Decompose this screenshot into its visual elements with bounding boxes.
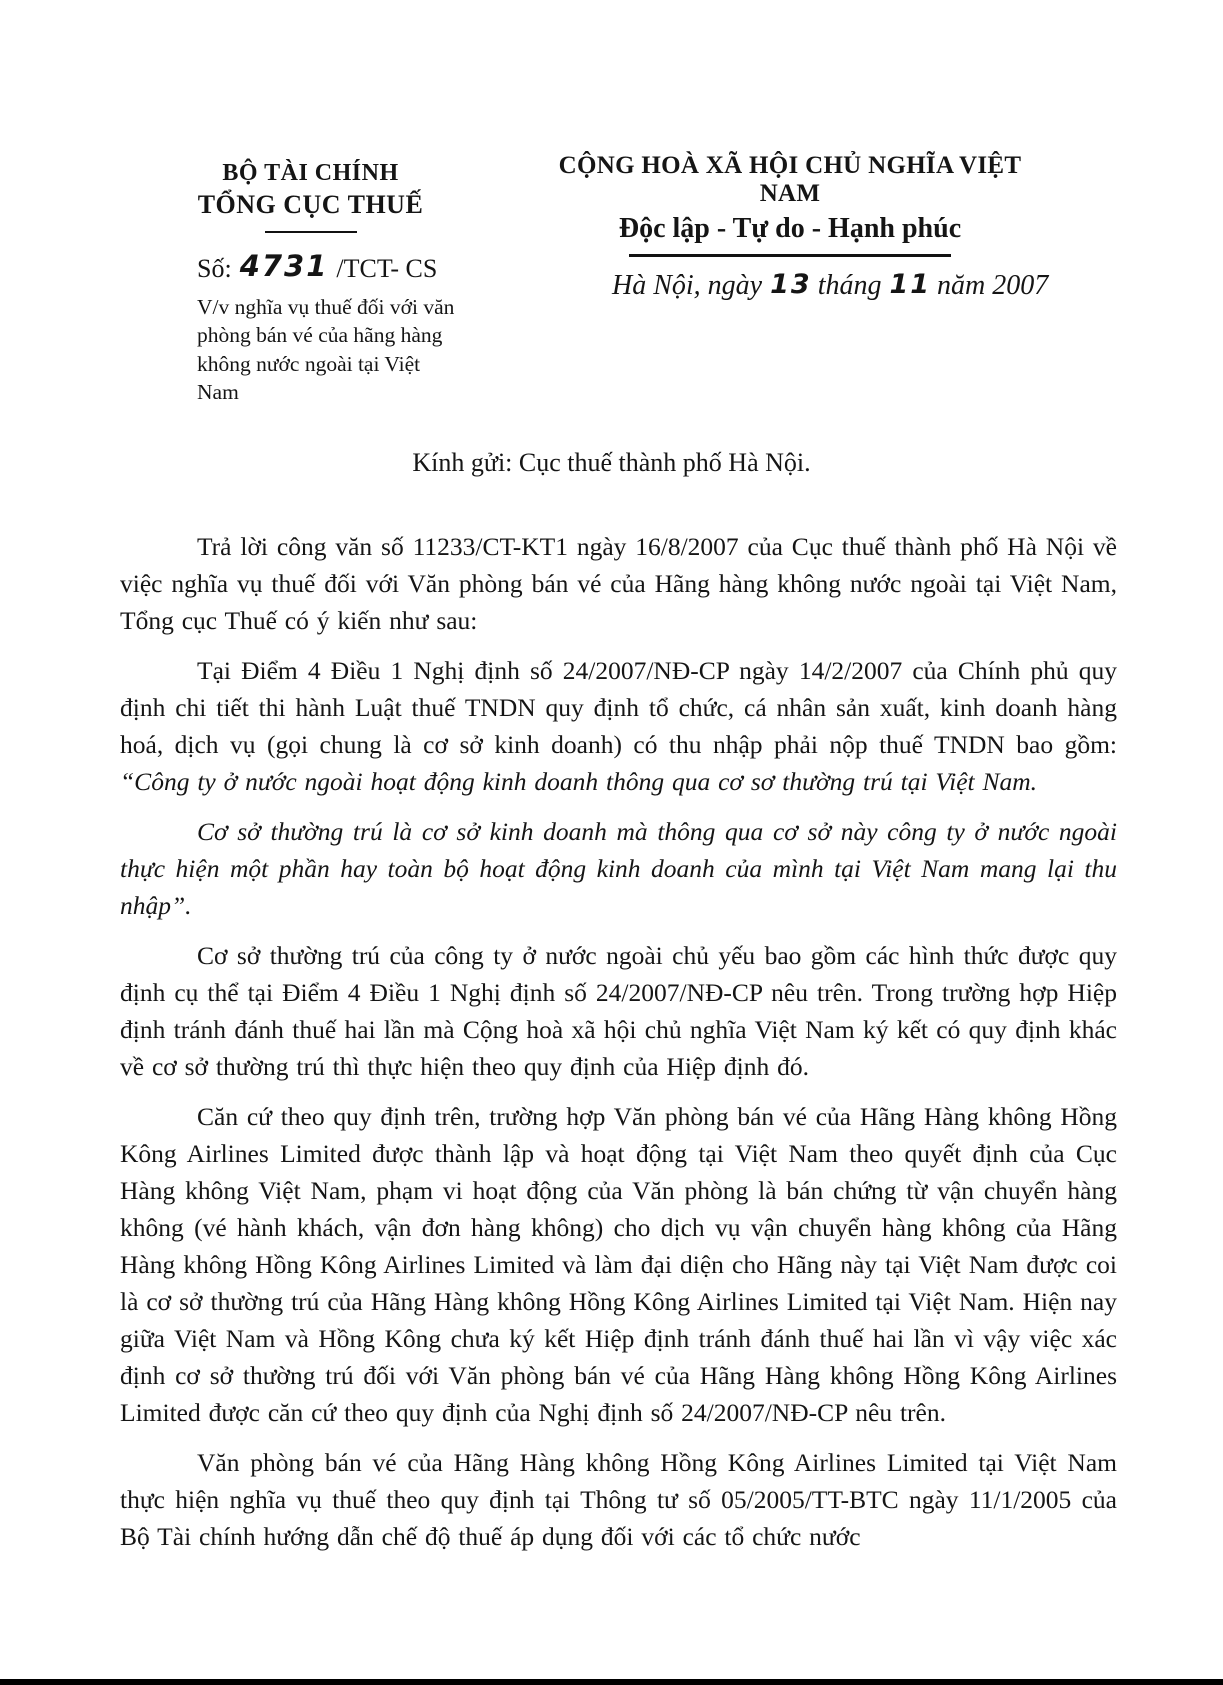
issuing-org-block bbox=[168, 160, 453, 407]
date-month-label: tháng bbox=[817, 270, 882, 301]
paragraph-1: Trả lời công văn số 11233/CT-KT1 ngày 16/8/2007 của Cục thuế thành phố Hà Nội về việc nghĩa vụ thuế đối với Văn phòng bán vé của Hãng hàng không nước ngoài tại Việt Nam, Tổng cục Thuế có ý kiến như sau: bbox=[120, 532, 1117, 635]
doc-number-handwritten: 4731 bbox=[239, 249, 329, 283]
paragraph-5: Căn cứ theo quy định trên, trường hợp Văn phòng bán vé của Hãng Hàng không Hồng Kông Airlines Limited được thành lập và hoạt động tại Việt Nam theo quyết định của Cục Hàng không Việt Nam, phạm vi hoạt động của Văn phòng là bán chứng từ vận chuyển hàng không (vé hành khách, vận đơn hàng không) cho dịch vụ vận chuyển hàng không của Hãng Hàng không Hồng Kông Airlines Limited và làm đại diện cho Hãng này tại Việt Nam được coi là cơ sở thường trú của Hãng Hàng không Hồng Kông Airlines Limited tại Việt Nam. Hiện nay giữa Việt Nam và Hồng Kông chưa ký kết Hiệp định tránh đánh thuế hai lần vì vậy việc xác định cơ sở thường trú đối với Văn phòng bán vé của Hãng Hàng không Hồng Kông Airlines Limited được căn cứ theo quy định của Nghị định số 24/2007/NĐ-CP nêu trên. bbox=[120, 1102, 1117, 1427]
date-suffix: năm 2007 bbox=[937, 270, 1049, 301]
handwritten-month: 11 bbox=[889, 269, 932, 300]
handwritten-day: 13 bbox=[770, 269, 812, 300]
document-subject: V/v nghĩa vụ thuế đối với văn phòng bán vé của hãng hàng không nước ngoài tại Việt Nam bbox=[197, 295, 455, 405]
national-header-block bbox=[540, 152, 1049, 302]
paragraph-4: Cơ sở thường trú của công ty ở nước ngoài chủ yếu bao gồm các hình thức được quy định cụ thể tại Điểm 4 Điều 1 Nghị định số 24/2007/NĐ-CP nêu trên. Trong trường hợp Hiệp định tránh đánh thuế hai lần mà Cộng hoà xã hội chủ nghĩa Việt Nam ký kết có quy định khác về cơ sở thường trú thì thực hiện theo quy định của Hiệp định đó. bbox=[120, 941, 1117, 1081]
doc-number-label: Số: bbox=[197, 254, 232, 283]
document-number-line bbox=[168, 250, 453, 284]
national-motto: Độc lập - Tự do - Hạnh phúc bbox=[618, 213, 962, 244]
bottom-scan-artifact bbox=[0, 1679, 1223, 1685]
paragraph-2 bbox=[120, 652, 1117, 800]
salutation: Kính gửi: Cục thuế thành phố Hà Nội. bbox=[412, 448, 811, 477]
paragraph-2-quote: “Công ty ở nước ngoài hoạt động kinh doanh thông qua cơ sơ thường trú tại Việt Nam. bbox=[120, 767, 1038, 796]
date-prefix: Hà Nội, ngày bbox=[612, 270, 763, 301]
doc-number-suffix: /TCT- CS bbox=[336, 254, 438, 283]
org-divider bbox=[265, 231, 357, 233]
paragraph-3: Cơ sở thường trú là cơ sở kinh doanh mà thông qua cơ sở này công ty ở nước ngoài thực hiện một phần hay toàn bộ hoạt động kinh doanh của mình tại Việt Nam mang lại thu nhập”. bbox=[120, 817, 1117, 920]
paragraph-2-normal: Tại Điểm 4 Điều 1 Nghị định số 24/2007/NĐ-CP ngày 14/2/2007 của Chính phủ quy định chi tiết thi hành Luật thuế TNDN quy định tổ chức, cá nhân sản xuất, kinh doanh hàng hoá, dịch vụ (gọi chung là cơ sở kinh doanh) có thu nhập phải nộp thuế TNDN bao gồm: bbox=[120, 656, 1117, 759]
republic-title: CỘNG HOÀ XÃ HỘI CHỦ NGHĨA VIỆT NAM bbox=[558, 152, 1022, 207]
place-date-line bbox=[540, 269, 1049, 302]
ministry-name: BỘ TÀI CHÍNH bbox=[222, 160, 399, 186]
letter-body bbox=[120, 528, 1117, 1568]
department-name: TỔNG CỤC THUẾ bbox=[197, 190, 424, 219]
paragraph-6: Văn phòng bán vé của Hãng Hàng không Hồng Kông Airlines Limited tại Việt Nam thực hiện nghĩa vụ thuế theo quy định tại Thông tư số 05/2005/TT-BTC ngày 11/1/2005 của Bộ Tài chính hướng dẫn chế độ thuế áp dụng đối với các tổ chức nước bbox=[120, 1448, 1117, 1551]
motto-divider bbox=[629, 254, 951, 257]
